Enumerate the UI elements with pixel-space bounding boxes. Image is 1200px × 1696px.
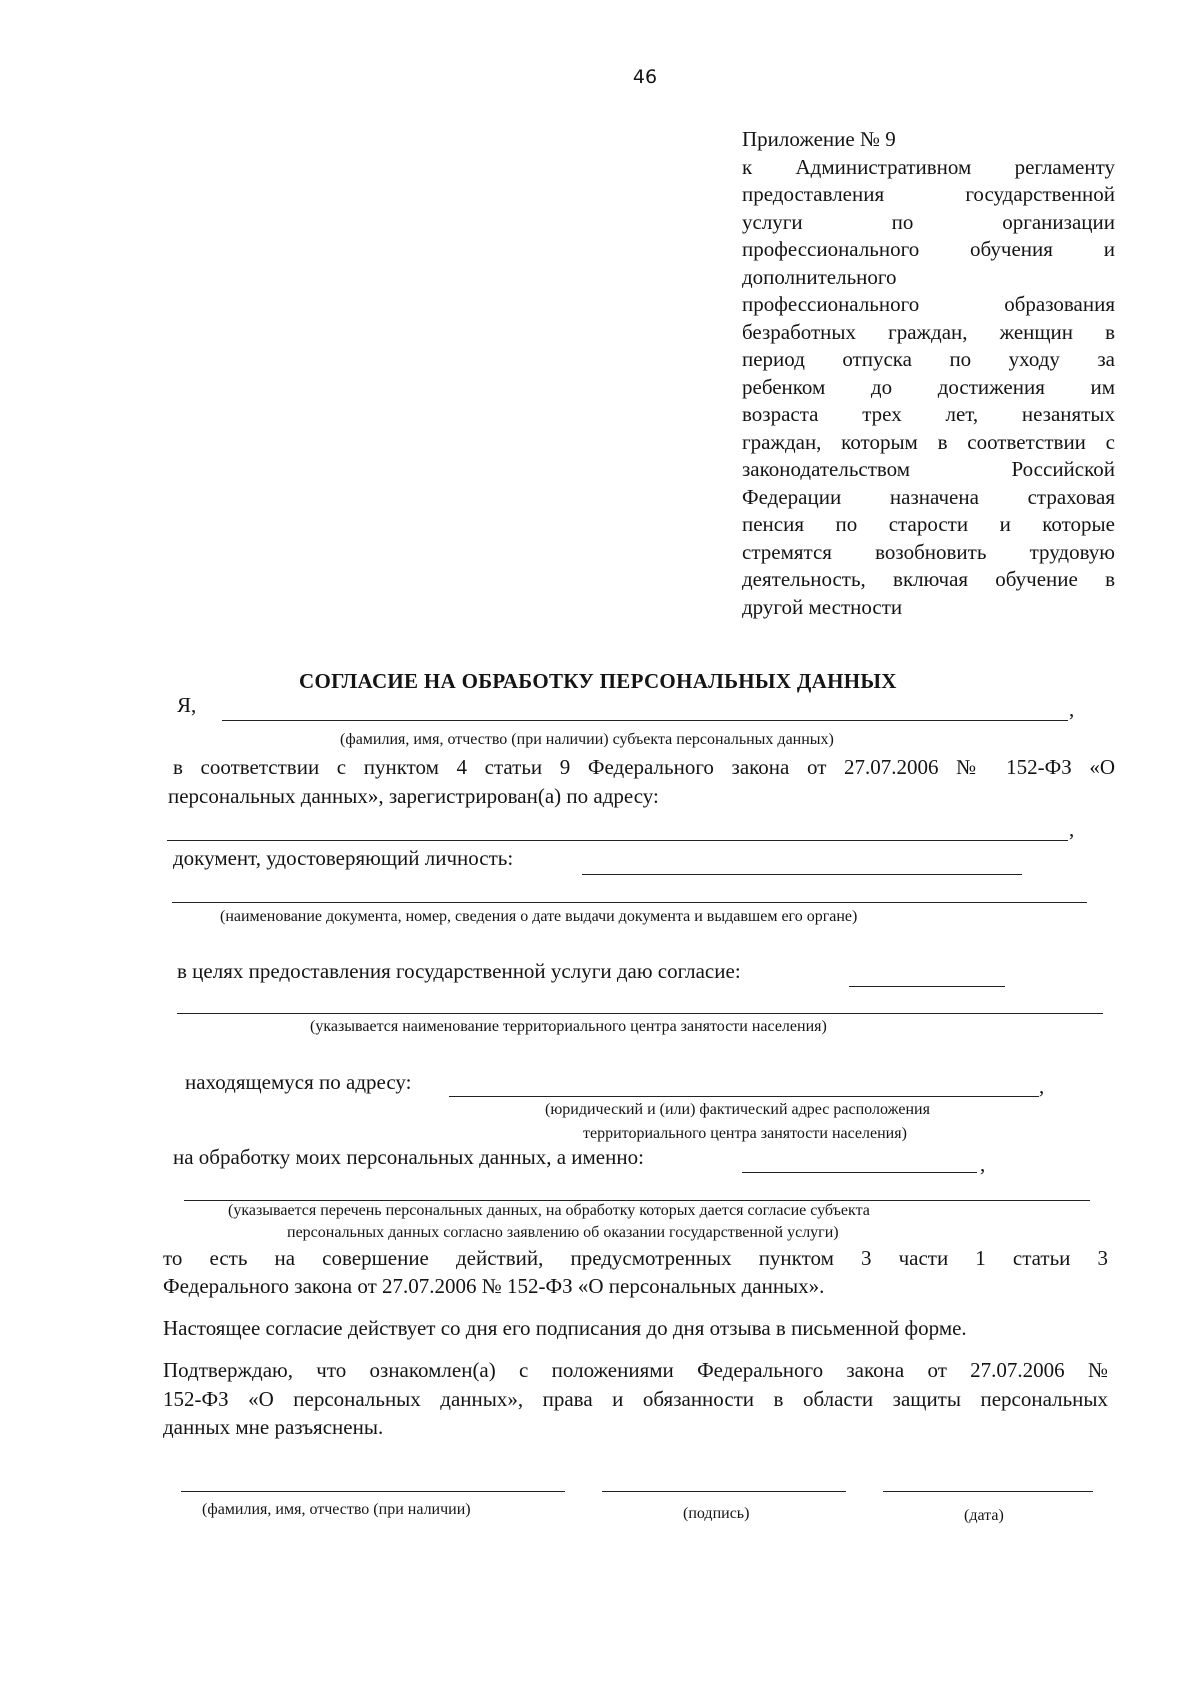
signature-fio-caption: (фамилия, имя, отчество (при наличии) xyxy=(202,1501,471,1518)
appendix-line: к Административном регламенту xyxy=(742,154,1115,179)
appendix-line: предоставления государственной xyxy=(742,182,1115,206)
appendix-line: пенсия по старости и которые xyxy=(742,512,1115,536)
appendix-line: Федерации назначена страховая xyxy=(742,484,1115,509)
caption-address-1: (юридический и (или) фактический адрес расположения xyxy=(545,1101,930,1118)
caption-center: (указывается наименование территориального центра занятости населения) xyxy=(310,1018,827,1035)
appendix-line: ребенком до достижения им xyxy=(742,374,1115,399)
appendix-block xyxy=(742,126,1115,621)
appendix-line: профессионального обучения и xyxy=(742,237,1115,261)
appendix-title: Приложение № 9 xyxy=(742,127,896,151)
appendix-line: услуги по организации xyxy=(742,209,1115,234)
confirm-line3: данных мне разъяснены. xyxy=(163,1415,384,1439)
validity-text: Настоящее согласие действует со дня его подписания до дня отзыва в письменной форме. xyxy=(163,1316,967,1340)
document-details-line[interactable] xyxy=(172,902,1087,903)
center-address-line[interactable] xyxy=(449,1096,1039,1097)
processing-comma: , xyxy=(980,1152,986,1176)
document-heading: СОГЛАСИЕ НА ОБРАБОТКУ ПЕРСОНАЛЬНЫХ ДАННЫХ xyxy=(299,669,897,693)
signature-sign-caption: (подпись) xyxy=(683,1505,750,1522)
appendix-line: граждан, которым в соответствии с xyxy=(742,429,1115,454)
appendix-line: законодательством Российской xyxy=(742,457,1115,481)
appendix-line: стремятся возобновить трудовую xyxy=(742,539,1115,564)
caption-list-2: персональных данных согласно заявлению об оказании государственной услуги) xyxy=(287,1224,839,1241)
document-input-line[interactable] xyxy=(582,874,1022,875)
confirm-line2: 152-ФЗ «О персональных данных», права и обязанности в области защиты персональных xyxy=(163,1387,1108,1411)
fio-comma: , xyxy=(1069,697,1075,721)
center-address-comma: , xyxy=(1039,1074,1045,1098)
caption-document: (наименование документа, номер, сведения о дате выдачи документа и выдавшем его органе) xyxy=(220,908,858,925)
document-label: документ, удостоверяющий личность: xyxy=(173,846,514,870)
signature-date-caption: (дата) xyxy=(964,1507,1004,1524)
appendix-body xyxy=(742,154,1115,622)
purpose-input-line[interactable] xyxy=(849,986,1005,987)
actions-line1: то есть на совершение действий, предусмотренных пунктом 3 части 1 статьи 3 xyxy=(163,1246,1108,1270)
signature-fio-line[interactable] xyxy=(181,1491,565,1492)
appendix-line: дополнительного xyxy=(742,264,897,289)
appendix-line: профессионального образования xyxy=(742,292,1115,316)
caption-list-1: (указывается перечень персональных данных, на обработку которых дается согласие субъекта xyxy=(228,1202,870,1219)
appendix-line: другой местности xyxy=(742,594,903,619)
processing-label: на обработку моих персональных данных, а именно: xyxy=(173,1145,644,1169)
confirm-line1: Подтверждаю, что ознакомлен(а) с положениями Федерального закона от 27.07.2006 № xyxy=(163,1358,1108,1382)
law-reference-line2: персональных данных», зарегистрирован(а) по адресу: xyxy=(168,784,659,808)
signature-date-line[interactable] xyxy=(883,1491,1093,1492)
appendix-line: возраста трех лет, незанятых xyxy=(742,402,1115,426)
center-name-line[interactable] xyxy=(177,1013,1103,1014)
signature-line[interactable] xyxy=(602,1491,846,1492)
appendix-line: деятельность, включая обучение в xyxy=(742,567,1115,591)
ya-label: Я, xyxy=(177,693,197,717)
registration-address-line[interactable] xyxy=(167,840,1068,841)
page-number: 46 xyxy=(632,66,658,88)
data-list-line[interactable] xyxy=(184,1200,1090,1201)
caption-address-2: территориального центра занятости населения) xyxy=(583,1125,907,1142)
address-label: находящемуся по адресу: xyxy=(185,1070,412,1094)
processing-input-line[interactable] xyxy=(742,1172,977,1173)
purpose-label: в целях предоставления государственной услуги даю согласие: xyxy=(177,959,741,983)
appendix-line: безработных граждан, женщин в xyxy=(742,319,1115,344)
law-reference-line1: в соответствии с пунктом 4 статьи 9 Федерального закона от 27.07.2006 № 152-ФЗ «О xyxy=(173,755,1115,779)
caption-fio: (фамилия, имя, отчество (при наличии) субъекта персональных данных) xyxy=(340,731,834,748)
actions-line2: Федерального закона от 27.07.2006 № 152-ФЗ «О персональных данных». xyxy=(163,1274,825,1298)
fio-input-line[interactable] xyxy=(222,720,1068,721)
appendix-line: период отпуска по уходу за xyxy=(742,347,1115,371)
address-comma: , xyxy=(1069,817,1075,841)
